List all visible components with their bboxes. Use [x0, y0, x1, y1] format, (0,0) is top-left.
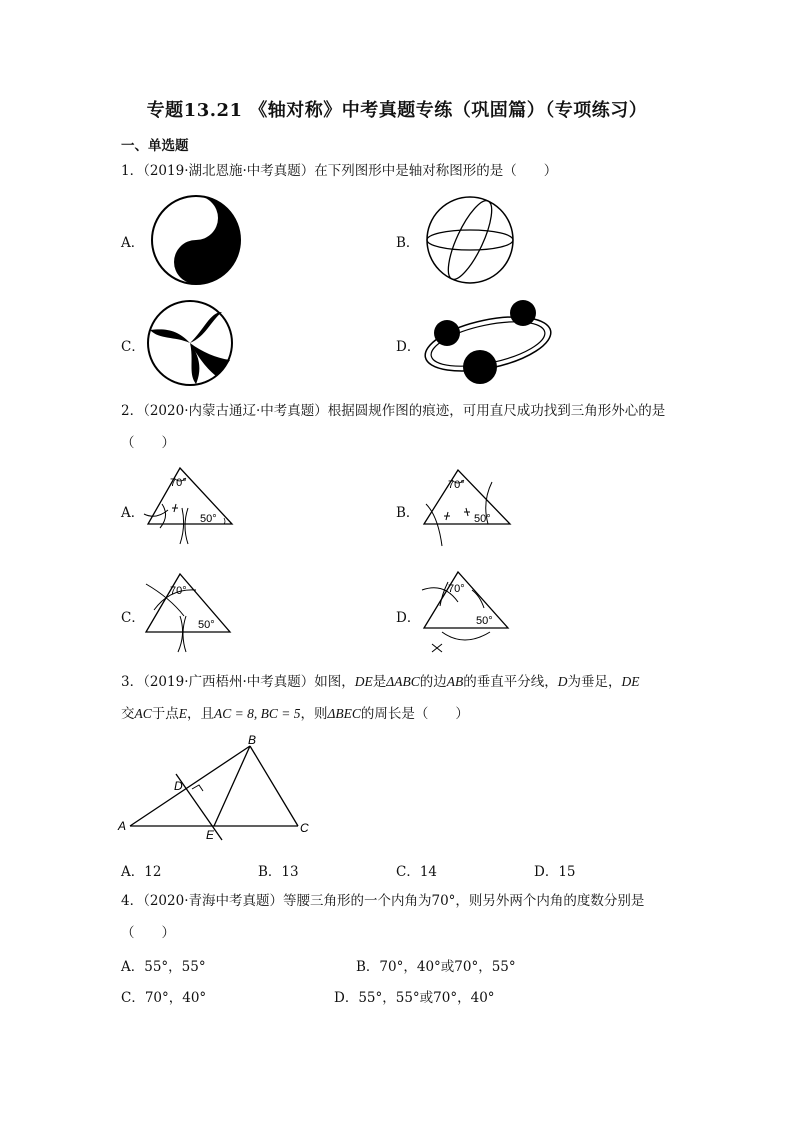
q2-option-b-figure[interactable]: [418, 466, 518, 552]
q3-stem-line2: 交AC于点E，且AC = 8, BC = 5，则ΔBEC的周长是（ ）: [121, 706, 469, 722]
section-heading: 一、单选题: [121, 138, 189, 154]
q4-option-c[interactable]: C．70°，40°: [121, 990, 207, 1006]
q1-option-d-label[interactable]: D．: [396, 339, 421, 355]
q4-option-b[interactable]: B．70°，40°或70°，55°: [356, 959, 516, 975]
q2-option-b-label[interactable]: B．: [396, 505, 420, 521]
q2-option-c-label[interactable]: C．: [121, 610, 145, 626]
q4-stem-line1: 4．（2020·青海中考真题）等腰三角形的一个内角为70°，则另外两个内角的度数分别是: [121, 893, 645, 909]
q1-option-b-sphere-figure[interactable]: [424, 194, 516, 286]
q1-option-b-label[interactable]: B．: [396, 235, 420, 251]
q2-a-angle-right: 50°: [200, 513, 217, 525]
q1-stem: 1．（2019·湖北恩施·中考真题）在下列图形中是轴对称图形的是（ ）: [121, 163, 558, 179]
q2-c-angle-right: 50°: [198, 619, 215, 631]
q1-option-c-pinwheel-figure[interactable]: [144, 300, 236, 386]
q2-stem-line1: 2．（2020·内蒙古通辽·中考真题）根据圆规作图的痕迹，可用直尺成功找到三角形外心的是: [121, 403, 666, 419]
q2-b-angle-right: 50°: [474, 513, 491, 525]
q2-option-a-figure[interactable]: [140, 464, 240, 554]
q4-option-d[interactable]: D．55°，55°或70°，40°: [334, 990, 495, 1006]
svg-text:C: C: [300, 821, 309, 835]
page-title: 专题13.21 《轴对称》中考真题专练（巩固篇）（专项练习）: [146, 100, 648, 121]
q4-option-a[interactable]: A．55°，55°: [121, 959, 206, 975]
q3-stem-line1: 3．（2019·广西梧州·中考真题）如图，DE是ΔABC的边AB的垂直平分线，D为垂足，DE: [121, 674, 640, 690]
svg-text:E: E: [206, 828, 215, 842]
q1-option-c-label[interactable]: C．: [121, 339, 145, 355]
q1-option-a-yinyang-figure[interactable]: [150, 194, 242, 286]
q2-option-c-figure[interactable]: [140, 570, 240, 660]
q2-b-angle-top: 70°: [448, 479, 465, 491]
q2-d-angle-right: 50°: [476, 615, 493, 627]
q2-option-a-label[interactable]: A．: [121, 505, 145, 521]
q2-d-angle-top: 70°: [448, 583, 465, 595]
q2-option-d-label[interactable]: D．: [396, 610, 421, 626]
q3-triangle-figure: [118, 732, 328, 842]
q2-a-angle-top: 70°: [170, 477, 187, 489]
svg-text:D: D: [174, 779, 183, 793]
svg-text:A: A: [118, 819, 127, 833]
q3-option-a[interactable]: A．12: [121, 864, 162, 880]
q1-option-d-orbits-figure[interactable]: [420, 296, 560, 390]
q4-stem-line2: （ ）: [121, 925, 175, 941]
q2-c-angle-top: 70°: [170, 585, 187, 597]
q3-option-c[interactable]: C．14: [396, 864, 438, 880]
svg-text:B: B: [248, 733, 257, 747]
q2-stem-line2: （ ）: [121, 435, 175, 451]
q3-option-b[interactable]: B．13: [258, 864, 299, 880]
q3-option-d[interactable]: D．15: [534, 864, 576, 880]
q1-option-a-label[interactable]: A．: [121, 235, 145, 251]
q2-option-d-figure[interactable]: [418, 568, 518, 658]
